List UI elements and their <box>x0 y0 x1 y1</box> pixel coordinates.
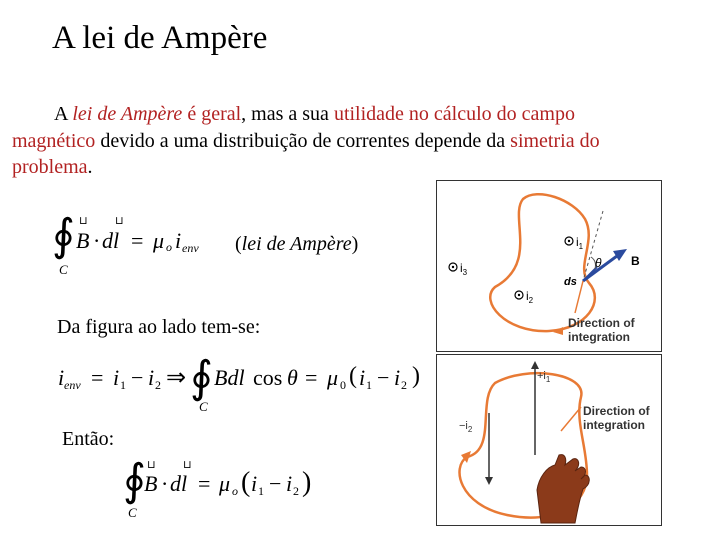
vector-mark: ⊔ <box>115 215 124 227</box>
intro-paragraph <box>12 101 622 181</box>
eq2-equals: = <box>91 365 104 390</box>
current-i2-arrowhead <box>485 477 493 485</box>
eq1-mu: μ <box>153 228 165 253</box>
eq2-rhs-minus: − <box>377 365 390 390</box>
eq2-i2: i <box>148 365 155 390</box>
eq2-contour-C: C <box>199 399 208 414</box>
direction-label-line2: integration <box>568 330 630 344</box>
eq3-contour-C: C <box>128 505 137 520</box>
label-i3: $i_3$ <box>460 261 468 277</box>
label-theta: θ <box>595 256 602 270</box>
label-i2: $i_2$ <box>526 289 534 305</box>
para-lei-ampere: lei de Ampère <box>72 103 183 125</box>
eq1-equals: = <box>131 228 144 253</box>
figure-right-hand-rule <box>436 354 662 526</box>
label-i1: $i_1$ <box>576 235 584 251</box>
eq2-i: i <box>58 365 65 390</box>
eq3-dl: dl <box>170 471 188 496</box>
para-simetria: simetria do problema <box>12 129 600 178</box>
figure-1-svg <box>437 181 661 351</box>
eq2-equals-2: = <box>305 365 318 390</box>
eq2-i1: i <box>113 365 120 390</box>
eq3-minus: − <box>269 471 282 496</box>
eq3-i2-sub: 2 <box>293 484 299 498</box>
vector-mark: ⊔ <box>147 459 156 471</box>
para-utilidade: utilidade no cálculo do campo magnético <box>12 103 575 152</box>
eq2-rhs-i1: i <box>359 365 366 390</box>
eq2-rhs-i2-sub: 2 <box>401 378 407 392</box>
direction-label-line2: integration <box>583 418 645 432</box>
current-i1-arrowhead <box>531 361 539 369</box>
integral-sign: ∮ <box>190 353 213 402</box>
eq1-mu-sub: o <box>166 240 172 254</box>
vector-mark: ⊔ <box>79 215 88 227</box>
current-i3-dot <box>452 266 454 268</box>
para-text-1: A <box>54 103 73 125</box>
current-i2-dot <box>518 294 520 296</box>
amperian-loop <box>490 194 595 331</box>
para-text-3: devido a uma distribuição de correntes depende da <box>95 129 511 152</box>
eq2-implies: ⇒ <box>166 365 187 391</box>
eq3-mu: μ <box>219 471 231 496</box>
eq3-B: B <box>144 471 158 496</box>
eq3-paren-open: ( <box>241 467 251 498</box>
figure-amperian-loop <box>436 180 662 352</box>
eq2-paren-close: ) <box>412 363 420 389</box>
eq2-env: env <box>64 378 81 392</box>
eq3-i1: i <box>251 471 258 496</box>
para-period: . <box>87 156 93 178</box>
direction-label-line1: Direction of <box>583 404 650 418</box>
eq3-mu-sub: o <box>232 484 238 498</box>
eq2-minus: − <box>131 365 144 390</box>
eq3-i1-sub: 1 <box>258 484 264 498</box>
eq2-rhs-i1-sub: 1 <box>366 378 372 392</box>
B-vector <box>583 253 621 281</box>
eq2-Bdl: Bdl <box>214 365 245 390</box>
eq2-theta: θ <box>287 365 298 390</box>
current-i1-dot <box>568 240 570 242</box>
integral-sign: ∮ <box>52 211 75 260</box>
slide-title: A lei de Ampère <box>52 20 268 56</box>
eq1-dl: dl <box>102 228 120 253</box>
label-B: B <box>631 254 640 268</box>
eq1-dot: · <box>93 228 101 253</box>
eq3-i2: i <box>286 471 293 496</box>
figure-intro-line: Da figura ao lado tem-se: <box>57 316 261 338</box>
eq2-cos: cos <box>253 365 283 390</box>
eq1-contour-C: C <box>59 262 68 277</box>
eq3-dot: · <box>161 471 169 496</box>
eq3-equals: = <box>198 471 211 496</box>
eq1-B: B <box>76 228 90 253</box>
integral-sign: ∮ <box>123 456 146 505</box>
direction-label-line1: Direction of <box>568 316 635 330</box>
eq2-i2-sub: 2 <box>155 378 161 392</box>
eq1-i: i <box>175 228 182 253</box>
eq3-paren-close: ) <box>302 467 312 498</box>
para-text-2: , mas a sua <box>241 103 334 125</box>
figure-2-svg <box>437 355 661 525</box>
label-ds: ds <box>564 276 577 288</box>
eq2-paren-open: ( <box>349 363 357 389</box>
eq2-rhs-i2: i <box>394 365 401 390</box>
eq2-mu: μ <box>327 365 339 390</box>
label-plus-i1: $+i_1$ <box>537 370 551 384</box>
eq1-env: env <box>182 241 199 255</box>
para-e-geral: é geral <box>182 103 242 125</box>
label-minus-i2: $-i_2$ <box>459 420 473 434</box>
direction-pointer <box>561 407 581 431</box>
eq1-note: (lei de Ampère) <box>235 233 359 255</box>
eq2-mu-sub: 0 <box>340 378 346 392</box>
eq2-i1-sub: 1 <box>120 378 126 392</box>
entao-line: Então: <box>62 428 115 450</box>
right-hand-icon <box>537 455 589 523</box>
vector-mark: ⊔ <box>183 459 192 471</box>
